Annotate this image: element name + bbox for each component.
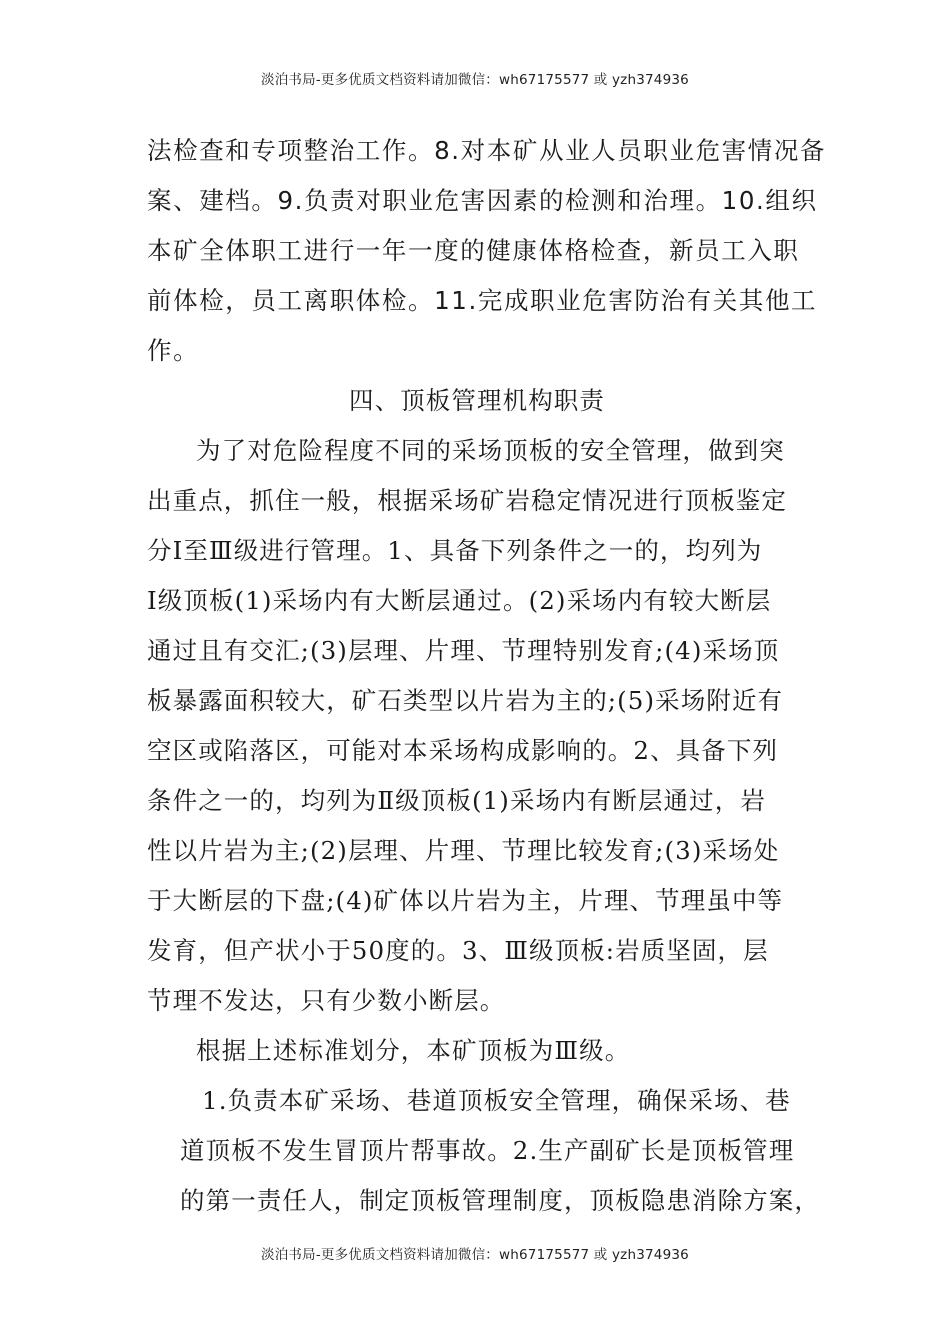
- text-line: 空区或陷落区，可能对本采场构成影响的。2、具备下列: [147, 736, 779, 765]
- text-line: 出重点，抓住一般，根据采场矿岩稳定情况进行顶板鉴定: [147, 486, 787, 515]
- text-line: 前体检，员工离职体检。11.完成职业危害防治有关其他工: [147, 286, 818, 315]
- text-line: 分Ⅰ至Ⅲ级进行管理。1、具备下列条件之一的，均列为: [147, 536, 763, 565]
- continued-paragraph: [147, 126, 827, 376]
- text-line: 作。: [147, 336, 200, 365]
- document-body: [147, 126, 827, 1226]
- text-line: 发育，但产状小于50度的。3、Ⅲ级顶板:岩质坚固，层: [147, 936, 769, 965]
- footer-watermark: 淡泊书局-更多优质文档资料请加微信：wh67175577 或 yzh374936: [261, 1247, 689, 1263]
- text-line: 1.负责本矿采场、巷道顶板安全管理，确保采场、巷: [202, 1086, 791, 1115]
- text-line: 为了对危险程度不同的采场顶板的安全管理，做到突: [196, 436, 785, 465]
- text-line: 板暴露面积较大，矿石类型以片岩为主的;(5)采场附近有: [147, 686, 784, 715]
- text-line: 道顶板不发生冒顶片帮事故。2.生产副矿长是顶板管理: [180, 1136, 795, 1165]
- paragraph-conclusion: 根据上述标准划分，本矿顶板为Ⅲ级。: [196, 1036, 631, 1065]
- header-watermark: 淡泊书局-更多优质文档资料请加微信：wh67175577 或 yzh374936: [261, 72, 689, 88]
- paragraph-responsibilities: [147, 1076, 820, 1226]
- text-line: 法检查和专项整治工作。8.对本矿从业人员职业危害情况备: [147, 136, 827, 165]
- text-line: 于大断层的下盘;(4)矿体以片岩为主，片理、节理虽中等: [147, 886, 784, 915]
- text-line: 案、建档。9.负责对职业危害因素的检测和治理。10.组织: [147, 186, 818, 215]
- section-heading: 四、顶板管理机构职责: [349, 386, 605, 415]
- text-line: 通过且有交汇;(3)层理、片理、节理特别发育;(4)采场顶: [147, 636, 780, 665]
- text-line: Ⅰ级顶板(1)采场内有大断层通过。(2)采场内有较大断层: [147, 586, 772, 615]
- text-line: 条件之一的，均列为Ⅱ级顶板(1)采场内有断层通过，岩: [147, 786, 766, 815]
- paragraph-roof-classification: [147, 426, 807, 1026]
- text-line: 的第一责任人，制定顶板管理制度，顶板隐患消除方案，: [180, 1186, 820, 1215]
- text-line: 本矿全体职工进行一年一度的健康体格检查，新员工入职: [147, 236, 800, 265]
- text-line: 节理不发达，只有少数小断层。: [147, 986, 506, 1015]
- text-line: 性以片岩为主;(2)层理、片理、节理比较发育;(3)采场处: [147, 836, 780, 865]
